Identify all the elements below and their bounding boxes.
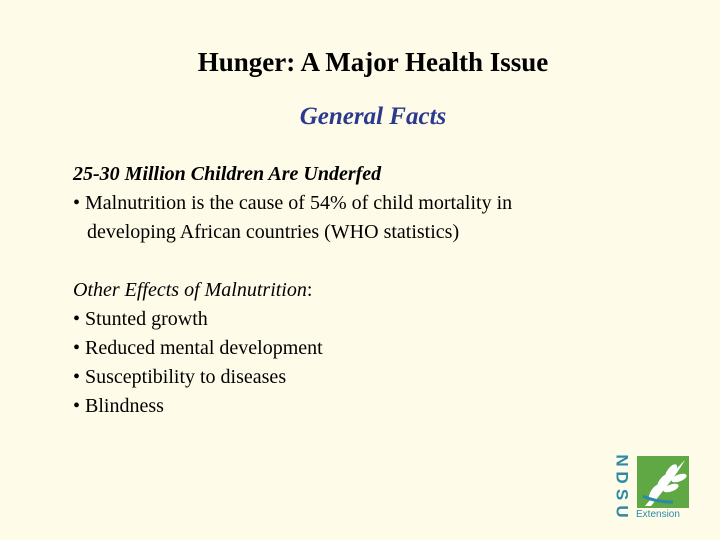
section-heading-colon: : bbox=[306, 279, 313, 301]
list-item: • Susceptibility to diseases bbox=[73, 366, 287, 388]
ndsu-wordmark-letter: N bbox=[612, 454, 632, 467]
list-item: • Reduced mental development bbox=[73, 337, 323, 359]
ndsu-wordmark bbox=[612, 452, 632, 522]
list-item: • Stunted growth bbox=[73, 308, 208, 330]
bullet-malnutrition-continuation: developing African countries (WHO statistics) bbox=[87, 221, 460, 243]
slide-title: Hunger: A Major Health Issue bbox=[197, 47, 549, 77]
list-item: • Blindness bbox=[73, 395, 164, 417]
slide-body bbox=[73, 160, 673, 421]
section-heading-effects-row bbox=[73, 276, 673, 305]
wheat-leaf-icon bbox=[637, 456, 689, 508]
ndsu-wordmark-letter: S bbox=[612, 488, 632, 501]
ndsu-wordmark-letter: D bbox=[612, 471, 632, 484]
extension-label: Extension bbox=[636, 509, 680, 520]
spacer bbox=[73, 247, 673, 276]
ndsu-extension-logo bbox=[612, 452, 696, 522]
ndsu-wordmark-text bbox=[612, 452, 632, 520]
ndsu-wordmark-letter: U bbox=[612, 505, 632, 518]
bullet-malnutrition: • Malnutrition is the cause of 54% of child mortality in bbox=[73, 192, 513, 214]
slide-subtitle: General Facts bbox=[299, 103, 447, 130]
section-heading-effects: Other Effects of Malnutrition bbox=[73, 279, 307, 301]
section-heading-underfed: 25-30 Million Children Are Underfed bbox=[73, 163, 382, 185]
